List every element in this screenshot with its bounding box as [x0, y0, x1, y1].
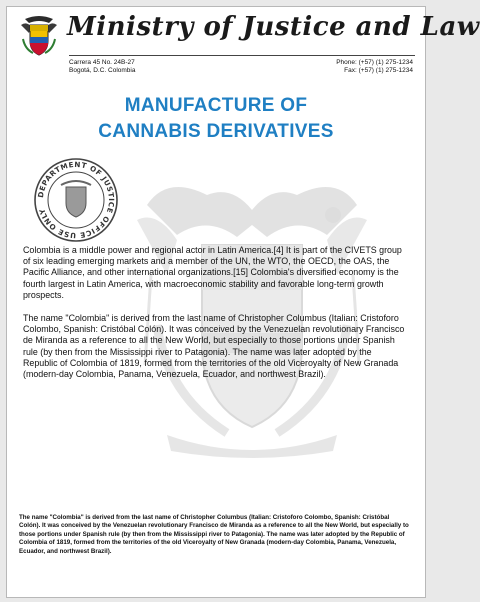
address-line-2: Bogotá, D.C. Colombia [69, 67, 136, 74]
document-title [7, 93, 425, 145]
footer-note: The name "Colombia" is derived from the last name of Christopher Columbus (Italian: Cristoforo Colombo, Spanish: Cristóbal Colón). It was conceived by the Venezuelan revolutionary Francisco de Miranda as a reference to all the New World, but especially to those portions under Spanish rule (by then from the Mississippi river to Patagonia). The name was later adopted by the Republic of Colombia of 1819, formed from the territories of the old Viceroyalty of New Granada (modern-day Colombia, Panama, Venezuela, Ecuador, and northwest Brazil). [19, 514, 409, 555]
document-title-line-2: CANNABIS DERIVATIVES [98, 121, 334, 142]
phone-number: Phone: (+57) (1) 275-1234 [336, 59, 413, 66]
header-rule [69, 55, 415, 56]
body-paragraph-1: Colombia is a middle power and regional actor in Latin America.[4] It is part of the CIVETS group of six leading emerging markets and a member of the UN, the WTO, the OECD, the OAS, the Pacific Alliance, and other international organizations.[15] Colombia's diversified economy is the fourth largest in Latin America, with macroeconomic stability and favorable long-term growth prospects. [23, 245, 402, 300]
address-block [69, 59, 135, 75]
contact-block [336, 59, 413, 75]
document-page [6, 6, 480, 598]
document-title-line-1: MANUFACTURE OF [124, 95, 308, 116]
office-use-seal [33, 157, 119, 243]
fax-number: Fax: (+57) (1) 275-1234 [344, 67, 413, 74]
letterhead [7, 7, 480, 87]
coat-of-arms-logo [19, 15, 59, 59]
body-paragraph-2: The name "Colombia" is derived from the last name of Christopher Columbus (Italian: Cristoforo Colombo, Spanish: Cristóbal Colón). It was conceived by the Venezuelan revolutionary Francisco de Miranda as a reference to all the New World, but especially to those portions under Spanish rule (by then from the Mississippi river to Patagonia). The name was later adopted by the Republic of Colombia of 1819, formed from the territories of the old Viceroyalty of New Granada (modern-day Colombia, Panama, Venezuela, Ecuador, and northwest Brazil). [23, 313, 405, 380]
seal-text: DEPARTMENT OF JUSTICE OFFICE USE ONLY [35, 159, 117, 241]
ministry-title: Ministry of Justice and Law [67, 12, 480, 42]
address-line-1: Carrera 45 No. 24B-27 [69, 59, 135, 66]
